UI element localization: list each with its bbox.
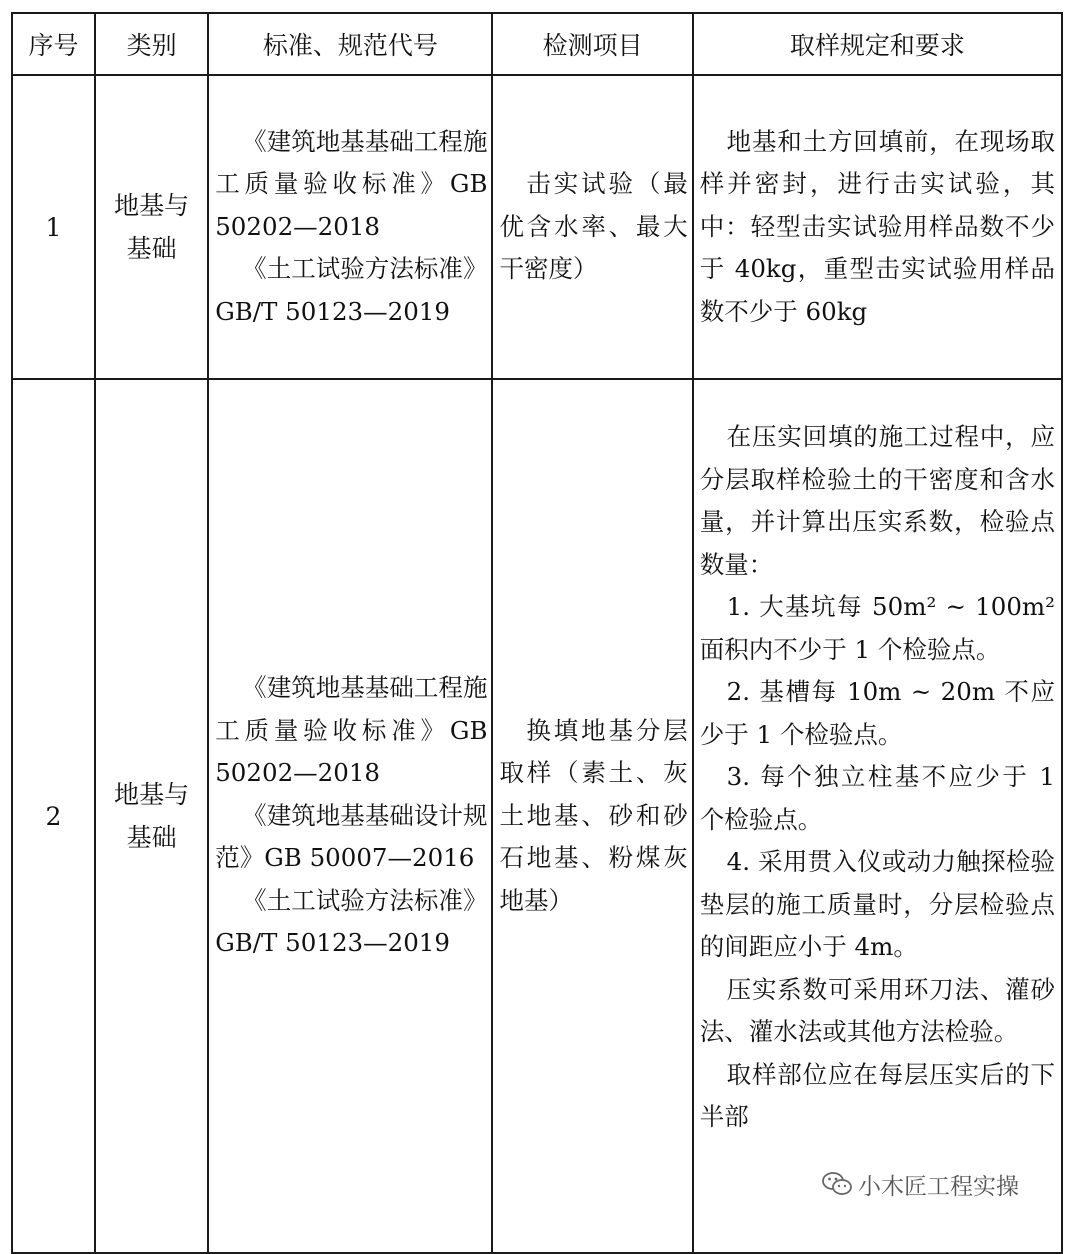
standard-entry: 《土工试验方法标准》GB/T 50123—2019: [215, 885, 488, 958]
requirement-paragraph: 2. 基槽每 10m ~ 20m 不应少于 1 个检验点。: [699, 677, 1055, 749]
requirement-paragraph: 在压实回填的施工过程中，应分层取样检验土的干密度和含水量，并计算出压实系数，检验点数量：: [699, 422, 1055, 579]
row-category: [95, 379, 208, 1253]
requirement-paragraph: 3. 每个独立柱基不应少于 1 个检验点。: [699, 762, 1055, 834]
row-standards: [208, 75, 492, 379]
requirement-paragraph: 压实系数可采用环刀法、灌砂法、灌水法或其他方法检验。: [699, 974, 1055, 1046]
requirement-paragraph: 4. 采用贯入仪或动力触探检验垫层的施工质量时，分层检验点的间距应小于 4m。: [699, 847, 1055, 961]
row-requirements: [693, 379, 1062, 1253]
requirement-paragraph: 1. 大基坑每 50m² ~ 100m² 面积内不少于 1 个检验点。: [699, 592, 1055, 664]
requirement-paragraph: 取样部位应在每层压实后的下半部: [699, 1059, 1055, 1131]
row-category: [95, 75, 208, 379]
watermark: [822, 1164, 1019, 1204]
header-requirements: 取样规定和要求: [693, 13, 1062, 75]
row-number: 1: [12, 75, 95, 379]
test-item-text: 击实试验（最优含水率、最大干密度）: [499, 169, 688, 284]
watermark-text: 小木匠工程实操: [858, 1173, 1019, 1200]
standard-entry: 《建筑地基基础工程施工质量验收标准》GB 50202—2018: [215, 126, 488, 241]
table-row: [12, 379, 1062, 1253]
test-item-text: 换填地基分层取样（素土、灰土地基、砂和砂石地基、粉煤灰地基）: [499, 715, 688, 915]
header-standards: 标准、规范代号: [208, 13, 492, 75]
sampling-table: [11, 12, 1063, 1254]
table-row: [12, 75, 1062, 379]
standard-entry: 《建筑地基基础设计规范》GB 50007—2016: [215, 800, 488, 873]
table-header-row: [12, 13, 1062, 75]
wechat-icon: [822, 1171, 852, 1197]
header-category: 类别: [95, 13, 208, 75]
standard-entry: 《土工试验方法标准》GB/T 50123—2019: [215, 254, 488, 326]
requirement-paragraph: 地基和土方回填前，在现场取样并密封，进行击实试验，其中：轻型击实试验用样品数不少于 40kg，重型击实试验用样品数不少于 60kg: [699, 126, 1055, 326]
row-test-item: [492, 75, 692, 379]
row-requirements: [693, 75, 1062, 379]
row-standards: [208, 379, 492, 1253]
row-number: 2: [12, 379, 95, 1253]
row-test-item: [492, 379, 692, 1253]
category-line: 基础: [126, 823, 177, 852]
spec-table-sheet: [11, 12, 1063, 1218]
category-line: 地基与: [114, 191, 190, 220]
header-test-item: 检测项目: [492, 13, 692, 75]
category-line: 地基与: [114, 780, 190, 809]
header-no: 序号: [12, 13, 95, 75]
standard-entry: 《建筑地基基础工程施工质量验收标准》GB 50202—2018: [215, 673, 488, 788]
category-line: 基础: [126, 234, 177, 263]
